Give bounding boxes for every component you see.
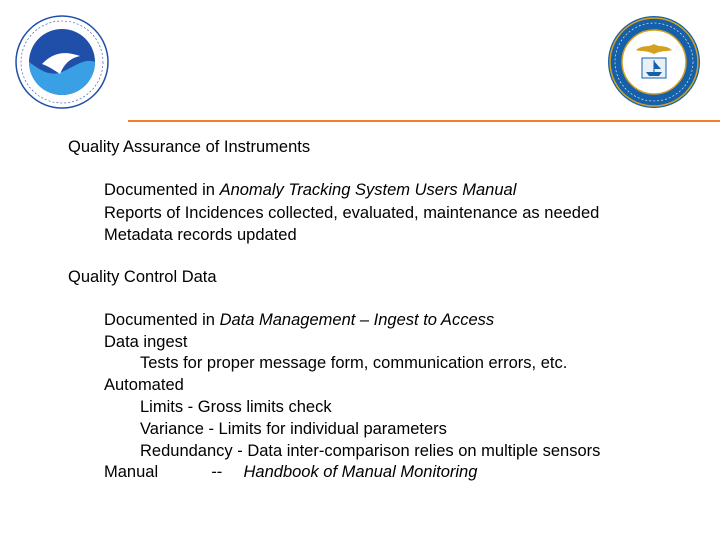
section-heading-qa: Quality Assurance of Instruments	[68, 138, 311, 156]
list-item	[104, 462, 477, 482]
list-item	[104, 310, 494, 330]
list-item: Variance - Limits for individual parameters	[140, 420, 447, 438]
manual-title: Handbook of Manual Monitoring	[243, 463, 478, 481]
list-item: Automated	[104, 376, 184, 394]
list-item: Tests for proper message form, communication errors, etc.	[140, 354, 568, 372]
item-dash: --	[211, 463, 223, 481]
manual-title: Anomaly Tracking System Users Manual	[219, 181, 517, 199]
item-prefix: Documented in	[104, 311, 220, 329]
list-item	[104, 180, 516, 200]
list-item: Reports of Incidences collected, evaluated, maintenance as needed	[104, 204, 600, 222]
item-prefix: Manual	[104, 463, 159, 481]
manual-title: Data Management – Ingest to Access	[219, 311, 495, 329]
list-item: Metadata records updated	[104, 226, 297, 244]
item-prefix: Documented in	[104, 181, 220, 199]
list-item: Redundancy - Data inter-comparison relies on multiple sensors	[140, 442, 601, 460]
list-item: Limits - Gross limits check	[140, 398, 332, 416]
list-item: Data ingest	[104, 333, 188, 351]
section-heading-qc: Quality Control Data	[68, 268, 217, 286]
